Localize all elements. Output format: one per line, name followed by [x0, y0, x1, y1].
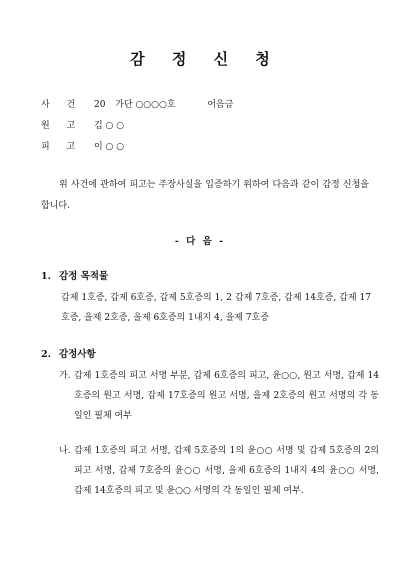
- case-line: [41, 97, 233, 110]
- section-number: 1.: [41, 271, 51, 282]
- case-label: 사 건: [41, 100, 83, 110]
- intro-paragraph: 위 사건에 관하여 피고는 주장사실을 입증하기 위하여 다음과 같이 감정 신청을 합니다.: [41, 180, 369, 211]
- plaintiff-line: [41, 118, 124, 131]
- defendant-name: 이 ○ ○: [94, 142, 125, 152]
- list-item: [59, 366, 379, 426]
- item-text: 갑제 1호증의 피고 서명 부분, 갑제 6호증의 피고, 윤○○, 원고 서명, 갑제 14호증의 원고 서명, 갑제 17호증의 원고 서명, 을제 2호증의 원고 서명의 각 동일인 필체 여부: [74, 371, 379, 421]
- section-number: 2.: [41, 349, 51, 360]
- list-item: [59, 441, 379, 501]
- section-body: 갑제 1호증, 갑제 6호증, 갑제 5호증의 1, 2 갑제 7호증, 갑제 14호증, 갑제 17호증, 을제 2호증, 을제 6호증의 1내지 4, 을제 7호증: [61, 293, 371, 323]
- item-marker: 가.: [59, 371, 71, 381]
- daum-heading: - 다 음 -: [174, 236, 226, 247]
- case-type: 가단 ○○○○호: [115, 100, 176, 110]
- section-title: 감정사항: [59, 349, 96, 360]
- defendant-label: 피 고: [41, 142, 83, 152]
- case-number: 20: [94, 100, 106, 110]
- item-marker: 나.: [59, 446, 71, 456]
- plaintiff-name: 김 ○ ○: [94, 121, 125, 131]
- item-text: 갑제 1호증의 피고 서명, 갑제 5호증의 1의 윤○○ 서명 및 갑제 5호증의 2의 피고 서명, 갑제 7호증의 윤○○ 서명, 을제 6호증의 1내지 4의 윤○○ 서명, 갑제 14호증의 피고 및 윤○○ 서명의 각 동일인 필체 여부.: [74, 446, 379, 496]
- plaintiff-label: 원 고: [41, 121, 83, 131]
- section-title: 감정 목적물: [59, 271, 109, 282]
- case-name: 어음금: [207, 100, 234, 110]
- section-heading: [41, 268, 108, 282]
- document-title: 감 정 신 청: [130, 50, 281, 68]
- defendant-line: [41, 139, 124, 152]
- section-heading: [41, 346, 96, 360]
